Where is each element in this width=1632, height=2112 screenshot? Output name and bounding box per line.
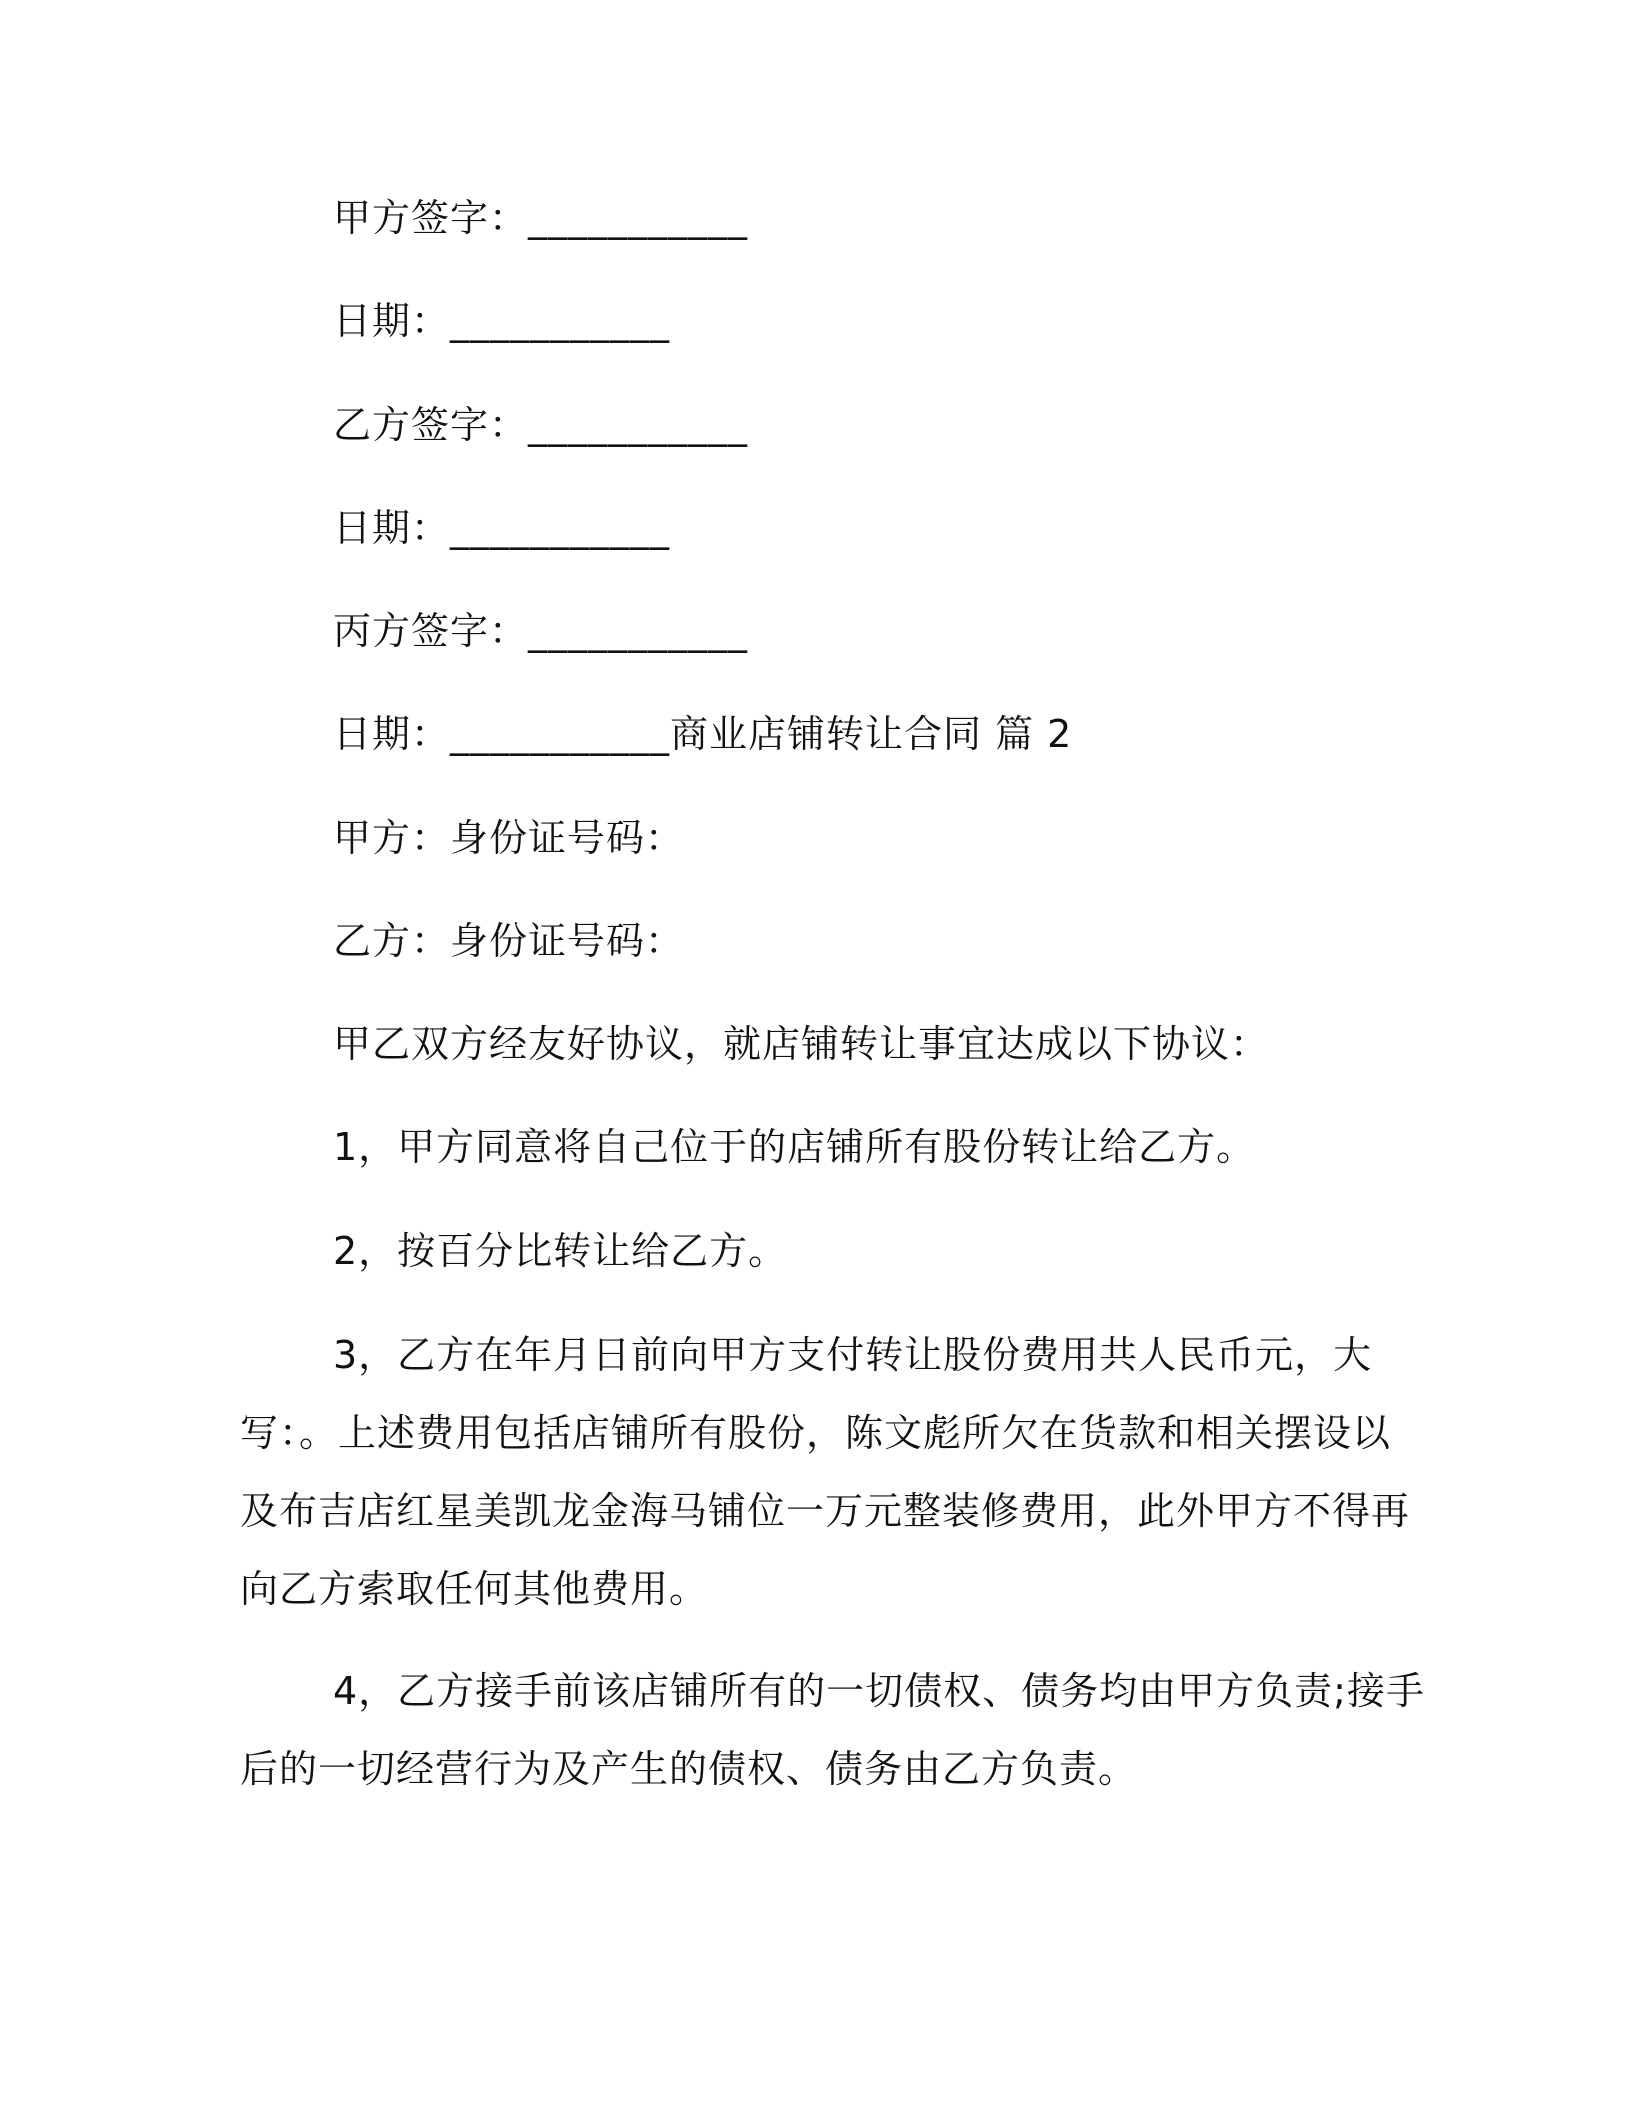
- clause-4-row: 后的一切经营行为及产生的债权、债务由乙方负责。: [240, 1747, 1138, 1791]
- clause-1: 1，甲方同意将自己位于的店铺所有股份转让给乙方。: [333, 1125, 1256, 1169]
- clause-4-row: 4，乙方接手前该店铺所有的一切债权、债务均由甲方负责;接手: [333, 1669, 1425, 1713]
- party-c-signature-line: 丙方签字：___________: [333, 609, 749, 653]
- party-c-date-and-section-title: 日期：___________商业店铺转让合同 篇 2: [333, 712, 1073, 756]
- party-a-signature-line: 甲方签字：___________: [333, 196, 749, 240]
- party-a-id-line: 甲方：身份证号码：: [333, 816, 685, 860]
- clause-3-row: 3，乙方在年月日前向甲方支付转让股份费用共人民币元，大: [333, 1333, 1373, 1377]
- party-b-id-line: 乙方：身份证号码：: [333, 919, 685, 963]
- party-a-date-line: 日期：___________: [333, 299, 671, 343]
- agreement-intro: 甲乙双方经友好协议，就店铺转让事宜达成以下协议：: [333, 1022, 1270, 1066]
- clause-3: [240, 1316, 1411, 1628]
- party-b-date-line: 日期：___________: [333, 506, 671, 550]
- party-b-signature-line: 乙方签字：___________: [333, 403, 749, 447]
- clause-3-row: 向乙方索取任何其他费用。: [240, 1567, 709, 1611]
- clause-3-row: 写：。上述费用包括店铺所有股份，陈文彪所欠在货款和相关摆设以: [240, 1411, 1392, 1455]
- clause-3-row: 及布吉店红星美凯龙金海马铺位一万元整装修费用，此外甲方不得再: [240, 1489, 1411, 1533]
- clause-2: 2，按百分比转让给乙方。: [333, 1229, 788, 1273]
- clause-4: [240, 1652, 1425, 1808]
